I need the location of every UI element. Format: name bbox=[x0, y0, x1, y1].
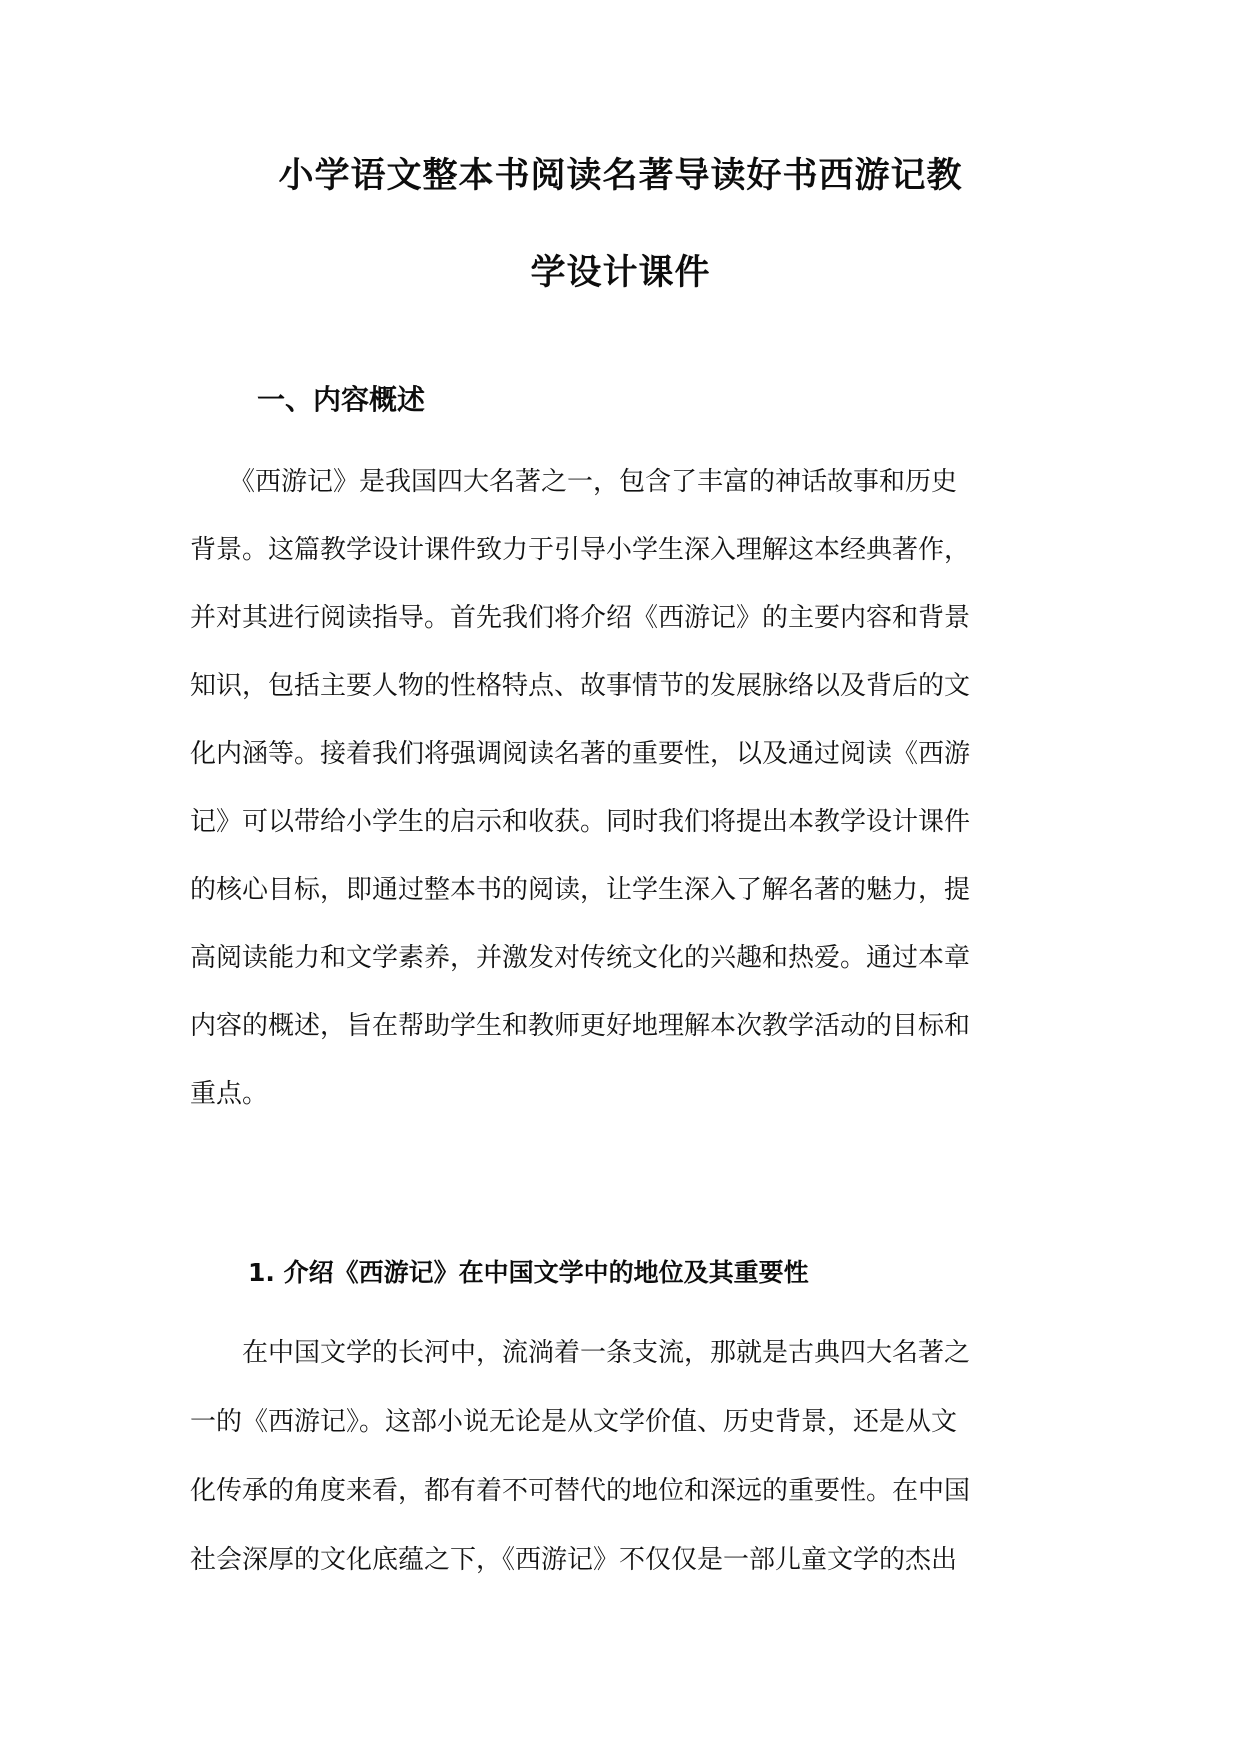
paragraph-line: 内容的概述，旨在帮助学生和教师更好地理解本次教学活动的目标和 bbox=[190, 1011, 971, 1041]
paragraph-line: 背景。这篇教学设计课件致力于引导小学生深入理解这本经典著作， bbox=[190, 535, 971, 565]
paragraph-line: 《西游记》是我国四大名著之一，包含了丰富的神话故事和历史 bbox=[190, 467, 958, 497]
paragraph-line: 社会深厚的文化底蕴之下，《西游记》不仅仅是一部儿童文学的杰出 bbox=[190, 1545, 958, 1575]
paragraph-line: 重点。 bbox=[190, 1079, 269, 1109]
paragraph-line: 高阅读能力和文学素养，并激发对传统文化的兴趣和热爱。通过本章 bbox=[190, 943, 971, 973]
paragraph-line: 一的《西游记》。这部小说无论是从文学价值、历史背景，还是从文 bbox=[190, 1407, 958, 1437]
paragraph-line: 记》可以带给小学生的启示和收获。同时我们将提出本教学设计课件 bbox=[190, 807, 971, 837]
paragraph-line: 化传承的角度来看，都有着不可替代的地位和深远的重要性。在中国 bbox=[190, 1476, 971, 1506]
document-title-line-2: 学设计课件 bbox=[530, 253, 711, 293]
paragraph-line: 化内涵等。接着我们将强调阅读名著的重要性，以及通过阅读《西游 bbox=[190, 739, 971, 769]
paragraph-line: 知识，包括主要人物的性格特点、故事情节的发展脉络以及背后的文 bbox=[190, 671, 971, 701]
paragraph-line: 的核心目标，即通过整本书的阅读，让学生深入了解名著的魅力，提 bbox=[190, 875, 971, 905]
paragraph-line: 并对其进行阅读指导。首先我们将介绍《西游记》的主要内容和背景 bbox=[190, 603, 971, 633]
subsection-heading-introduction: 1. 介绍《西游记》在中国文学中的地位及其重要性 bbox=[248, 1258, 809, 1287]
document-title-line-1: 小学语文整本书阅读名著导读好书西游记教 bbox=[278, 156, 963, 196]
paragraph-line: 在中国文学的长河中，流淌着一条支流，那就是古典四大名著之 bbox=[190, 1338, 971, 1368]
section-heading-content-overview: 一、内容概述 bbox=[257, 383, 426, 416]
